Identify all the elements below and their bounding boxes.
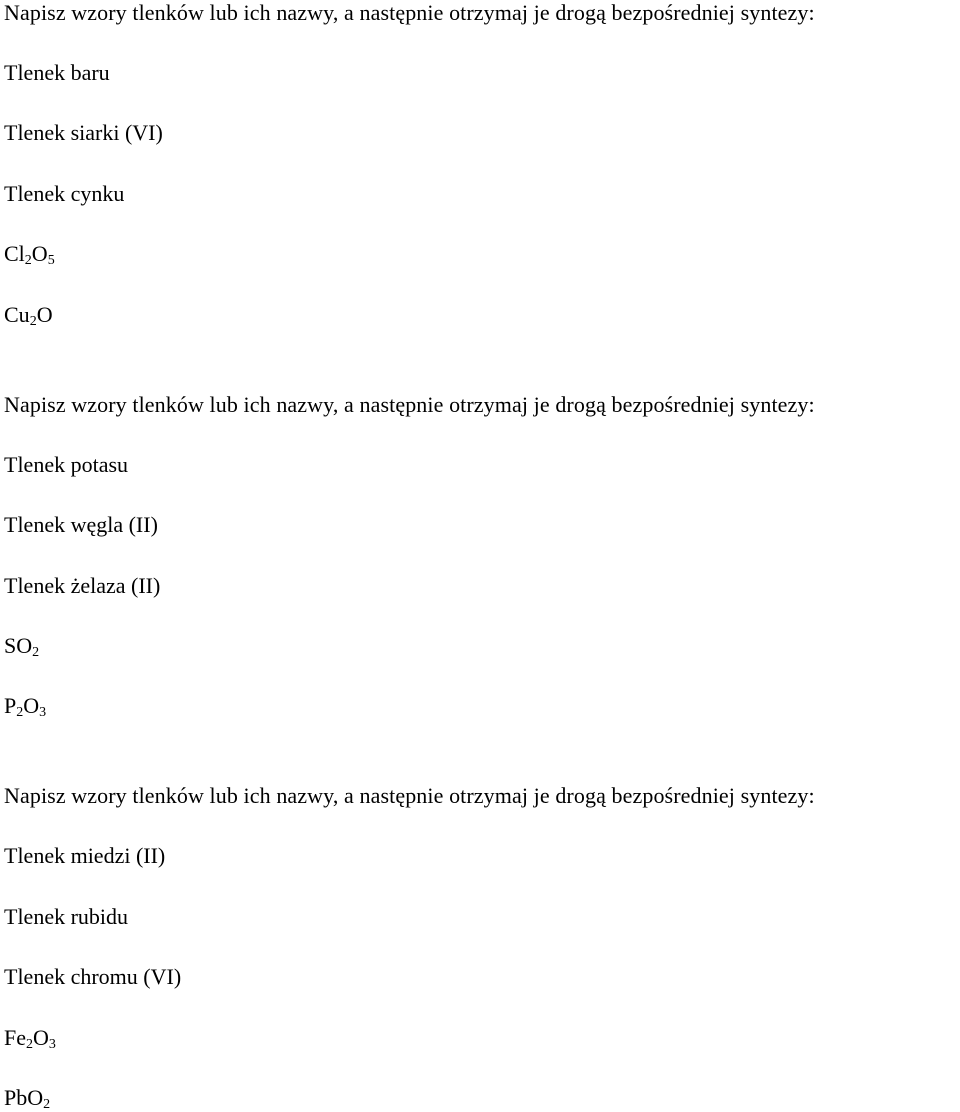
exercise-1-name-3: Tlenek cynku	[4, 181, 125, 206]
formula-subscript: 5	[47, 253, 55, 268]
exercise-1-formula-1	[4, 241, 55, 267]
formula-subscript: 2	[16, 705, 24, 720]
formula-subscript: 2	[26, 1037, 33, 1052]
formula-symbol: PbO	[4, 1085, 44, 1110]
exercise-3-formula-2	[4, 1085, 50, 1111]
formula-subscript: 2	[32, 645, 40, 660]
exercise-2-formula-2	[4, 693, 46, 719]
exercise-3-instruction: Napisz wzory tlenków lub ich nazwy, a następnie otrzymaj je drogą bezpośredniej syntezy:	[4, 783, 815, 808]
formula-symbol: Fe	[4, 1025, 26, 1050]
exercise-3-formula-1	[4, 1025, 56, 1051]
formula-symbol: O	[33, 1025, 49, 1050]
exercise-3-name-1: Tlenek miedzi (II)	[4, 843, 166, 868]
formula-symbol: O	[23, 693, 40, 718]
formula-symbol: Cl	[4, 241, 25, 266]
formula-symbol: SO	[4, 633, 33, 658]
exercise-2-name-3: Tlenek żelaza (II)	[4, 573, 161, 598]
exercise-1-name-1: Tlenek baru	[4, 60, 110, 85]
formula-symbol: Cu	[4, 302, 30, 327]
formula-symbol: O	[31, 241, 48, 266]
exercise-1-name-2: Tlenek siarki (VI)	[4, 120, 163, 145]
exercise-3-name-2: Tlenek rubidu	[4, 904, 129, 929]
exercise-1-formula-2	[4, 302, 53, 328]
formula-subscript: 2	[29, 314, 37, 329]
exercise-3-name-3: Tlenek chromu (VI)	[4, 964, 182, 989]
formula-symbol: P	[4, 693, 17, 718]
exercise-1-instruction: Napisz wzory tlenków lub ich nazwy, a następnie otrzymaj je drogą bezpośredniej syntezy:	[4, 0, 815, 25]
exercise-2-instruction: Napisz wzory tlenków lub ich nazwy, a następnie otrzymaj je drogą bezpośredniej syntezy:	[4, 392, 815, 417]
formula-subscript: 2	[24, 253, 32, 268]
exercise-2-formula-1	[4, 633, 39, 659]
formula-subscript: 3	[48, 1037, 56, 1052]
formula-subscript: 2	[43, 1097, 51, 1112]
formula-symbol: O	[36, 302, 53, 327]
exercise-2-name-1: Tlenek potasu	[4, 452, 129, 477]
formula-subscript: 3	[39, 705, 47, 720]
exercise-2-name-2: Tlenek węgla (II)	[4, 512, 158, 537]
